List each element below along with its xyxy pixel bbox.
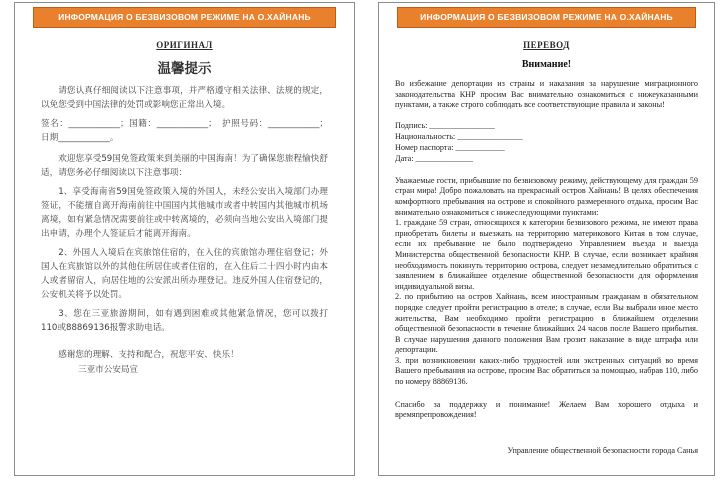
signature-block-ru <box>395 120 698 164</box>
signature-field-date: Дата: ______________ <box>395 153 473 163</box>
welcome-paragraph-zh: 欢迎您享受59国免签政策来到美丽的中国海南！为了确保您旅程愉快舒适，请您务必仔细阅读以下注意事项： <box>41 154 328 178</box>
page-translation-russian <box>378 2 715 476</box>
notice-item-1-zh: 1、享受海南省59国免签政策入境的外国人，未经公安出入境部门办理签证，不能擅自离开海南前往中国国内其他城市或者中转国内其他城市机场离境，如有紧急情况需要前往或中转离境的，必须向当地公安出入境部门提出申请，办理个人签证后才能离开海南。 <box>41 187 328 239</box>
doc-type-label-original-text: ОРИГИНАЛ <box>156 40 213 50</box>
closing-thanks-ru: Спасибо за поддержку и понимание! Желаем Вам хорошего отдыха и времяпрепровождения! <box>395 399 698 420</box>
page-original-chinese <box>14 2 355 476</box>
signature-field-signature: Подпись: ________________ <box>395 120 495 130</box>
notice-item-1-ru: 1. граждане 59 стран, относящихся к категории безвизового режима, не имеют права приобретать билеты и выезжать на территорию материкового Китая в том случае, если их пребывание не было подтверждено Управлением въезда и выезда Министерства общественной безопасности КНР. В случае, если возникает крайняя необходимость покинуть территорию острова, следует незамедлительно обратиться с заявлением в ближайшее отделение общественной безопасности для оформления индивидуальной визы. <box>395 218 698 291</box>
page-title-russian: Внимание! <box>521 59 572 70</box>
banner-left: ИНФОРМАЦИЯ О БЕЗВИЗОВОМ РЕЖИМЕ НА О.ХАЙНАНЬ <box>33 7 336 28</box>
notice-item-3-ru: 3. при возникновении каких-либо трудностей или экстренных ситуаций во время Вашего пребывания на острове, просим Вас обратиться за помощью, набрав 110, либо по номеру 88869136. <box>395 355 698 387</box>
doc-type-label-translation-text: ПЕРЕВОД <box>523 40 570 50</box>
doc-type-label-translation <box>395 40 698 50</box>
signoff-zh: 三亚市公安局宣 <box>77 365 139 375</box>
signature-line-zh: 签名：____________；国籍：____________； 护照号码：____________；日期____________。 <box>41 119 328 143</box>
doc-type-label-original <box>41 40 328 50</box>
notice-item-2-zh: 2、外国人入境后在宾旅馆住宿的，在入住的宾旅馆办理住宿登记；外国人在宾旅馆以外的其他住所居住或者住宿的，在入住后二十四小时内由本人或者留宿人，向居住地的公安派出所办理登记。违反外国人住宿登记的，公安机关将予以处罚。 <box>41 248 328 300</box>
page-title-chinese: 温馨提示 <box>157 61 212 77</box>
intro-paragraph-ru: Во избежание депортации из страны и наказания за нарушение миграционного законодательства КНР просим Вас внимательно ознакомиться с нижеуказанными пунктами, а также строго соблюдать все соответствующие правила и законы! <box>395 79 698 110</box>
signature-field-passport: Номер паспорта: ____________ <box>395 142 505 152</box>
signature-field-nationality: Национальность: ________________ <box>395 131 523 141</box>
intro-paragraph-zh: 请您认真仔细阅读以下注意事项，并严格遵守相关法律、法规的规定，以免您受到中国法律的处罚或影响您正常出入境。 <box>41 86 328 110</box>
notice-item-2-ru: 2. по прибытию на остров Хайнань, всем иностранным гражданам в обязательном порядке следует пройти регистрацию в отеле; в случае, если Вы выбрали иное место жительства, Вам необходимо пройти регистрацию в ближайшем отделении общественной безопасности в течение ближайших 24 часов после Вашего прибытия. В случае нарушения данного положения Вам грозит наказание в виде штрафа или депортации. <box>395 292 698 355</box>
notice-item-3-zh: 3、您在三亚旅游期间，如有遇到困难或其他紧急情况，您可以拨打110或88869136报警求助电话。 <box>41 309 328 333</box>
signoff-ru: Управление общественной безопасности города Санья <box>507 445 698 455</box>
banner-right: ИНФОРМАЦИЯ О БЕЗВИЗОВОМ РЕЖИМЕ НА О.ХАЙНАНЬ <box>397 7 696 28</box>
welcome-paragraph-ru: Уважаемые гости, прибывшие по безвизовому режиму, действующему для граждан 59 стран мира! Добро пожаловать на прекрасный остров Хайнань! В целях обеспечения комфортного пребывания на острове и спокойного размеренного отдыха, просим Вас внимательно ознакомиться с нижеследующими пунктами: <box>395 175 698 217</box>
closing-thanks-zh: 感谢您的理解、支持和配合，祝您平安、快乐！ <box>58 350 239 360</box>
